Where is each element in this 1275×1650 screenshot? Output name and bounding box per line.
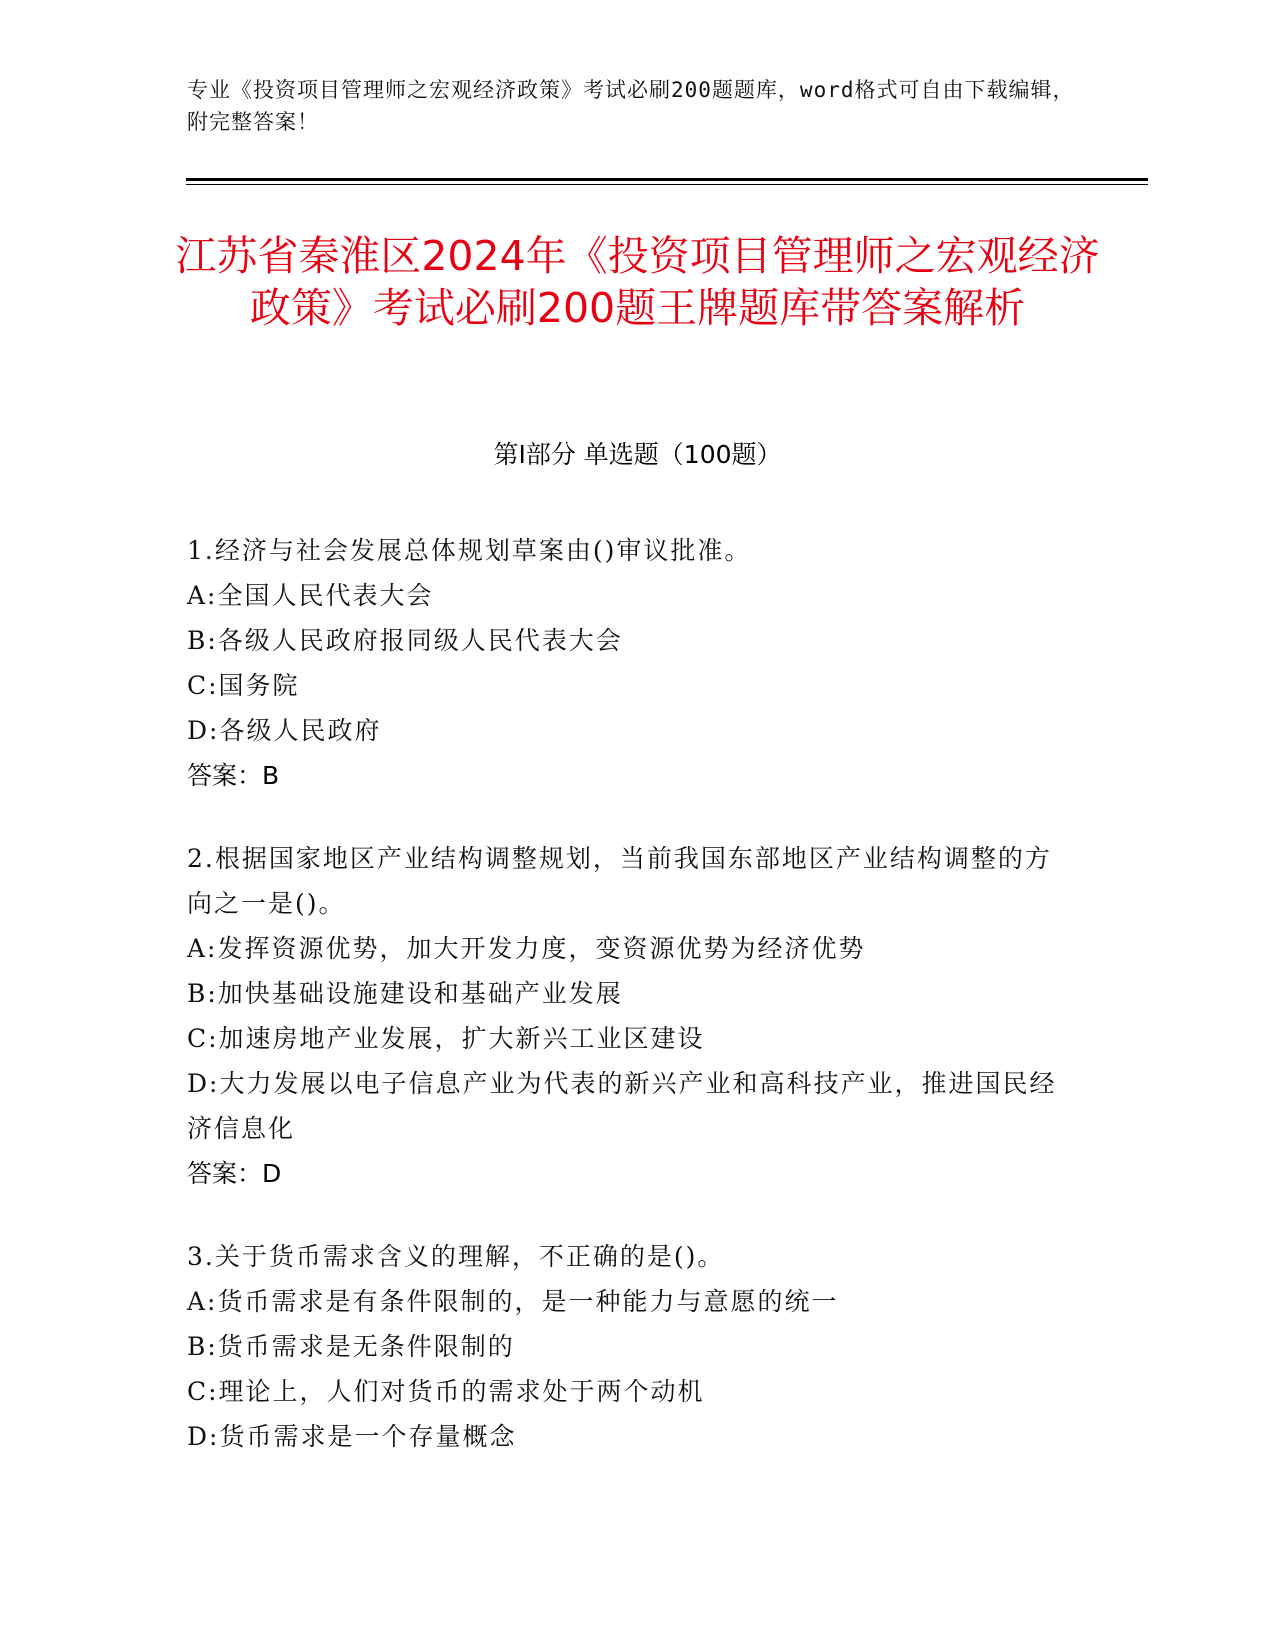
option-d: D:大力发展以电子信息产业为代表的新兴产业和高科技产业，推进国民经济信息化 xyxy=(187,1069,1057,1143)
option-a: A:货币需求是有条件限制的，是一种能力与意愿的统一 xyxy=(187,1287,839,1316)
question-1 xyxy=(187,528,1067,798)
option-a: A:发挥资源优势，加大开发力度，变资源优势为经济优势 xyxy=(187,934,866,963)
option-c: C:理论上，人们对货币的需求处于两个动机 xyxy=(187,1377,705,1406)
header-divider-thick xyxy=(186,178,1148,181)
option-c: C:国务院 xyxy=(187,671,300,700)
header-note: 专业《投资项目管理师之宏观经济政策》考试必刷200题题库，word格式可自由下载编辑，附完整答案！ xyxy=(187,78,1075,134)
option-d: D:各级人民政府 xyxy=(187,716,382,745)
header-divider-thin xyxy=(186,184,1148,185)
question-2 xyxy=(187,836,1067,1196)
option-c: C:加速房地产业发展，扩大新兴工业区建设 xyxy=(187,1024,705,1053)
option-b: B:加快基础设施建设和基础产业发展 xyxy=(187,979,623,1008)
question-3 xyxy=(187,1234,1067,1459)
option-a: A:全国人民代表大会 xyxy=(187,581,434,610)
section-title: 第I部分 单选题（100题） xyxy=(493,440,782,469)
question-stem: 1.经济与社会发展总体规划草案由()审议批准。 xyxy=(187,536,752,565)
question-list xyxy=(187,528,1067,1497)
answer-line: 答案：B xyxy=(187,761,280,790)
question-stem: 2.根据国家地区产业结构调整规划，当前我国东部地区产业结构调整的方向之一是()。 xyxy=(187,844,1052,918)
document-title: 江苏省秦淮区2024年《投资项目管理师之宏观经济政策》考试必刷200题王牌题库带答案解析 xyxy=(175,232,1100,332)
answer-line: 答案：D xyxy=(187,1159,282,1188)
option-b: B:货币需求是无条件限制的 xyxy=(187,1332,515,1361)
question-stem: 3.关于货币需求含义的理解，不正确的是()。 xyxy=(187,1242,725,1271)
option-d: D:货币需求是一个存量概念 xyxy=(187,1422,517,1451)
option-b: B:各级人民政府报同级人民代表大会 xyxy=(187,626,623,655)
